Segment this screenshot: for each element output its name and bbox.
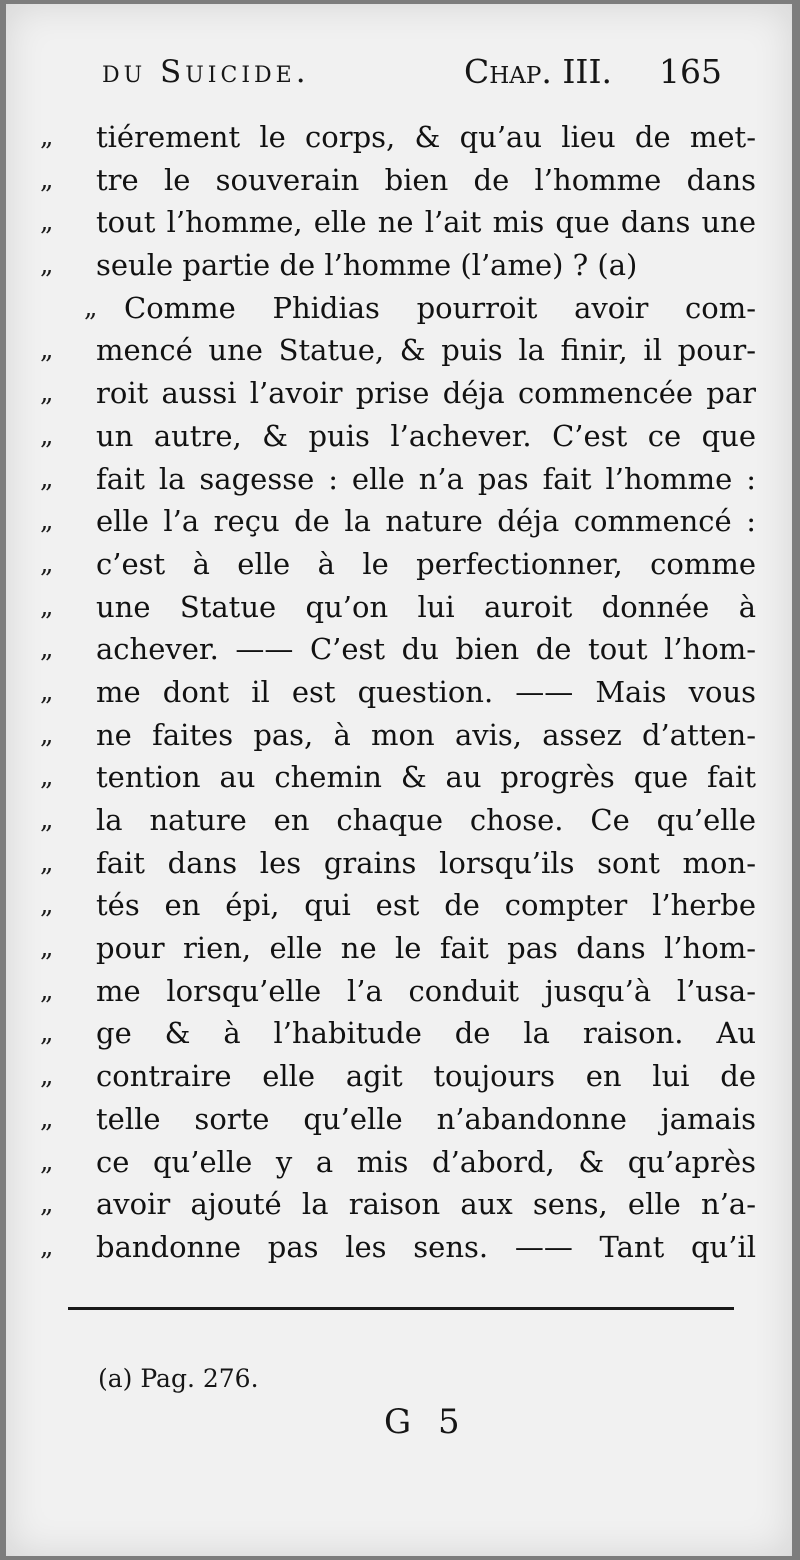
- text-line: [40, 970, 756, 1013]
- line-text: c’est à elle à le perfectionner, comme: [96, 546, 756, 581]
- text-line: [40, 756, 756, 799]
- line-text: tre le souverain bien de l’homme dans: [96, 162, 756, 197]
- text-line: [40, 1183, 756, 1226]
- quote-mark: „: [40, 1189, 54, 1220]
- quote-mark: „: [40, 506, 54, 537]
- text-line: [40, 671, 756, 714]
- text-line: [40, 1055, 756, 1098]
- line-text: ce qu’elle y a mis d’abord, & qu’après: [96, 1144, 756, 1179]
- running-head: [102, 48, 722, 104]
- page-number: 165: [659, 52, 722, 91]
- quote-mark: „: [40, 335, 54, 366]
- quote-mark: „: [40, 250, 54, 281]
- line-text: roit aussi l’avoir prise déja commencée par: [96, 376, 756, 411]
- line-text: tiérement le corps, & qu’au lieu de met-: [96, 120, 756, 154]
- line-text: ne faites pas, à mon avis, assez d’atten-: [96, 717, 756, 752]
- quote-mark: „: [40, 591, 54, 622]
- quote-mark: „: [84, 292, 98, 323]
- quote-mark: „: [40, 378, 54, 409]
- quote-mark: „: [40, 847, 54, 878]
- text-line: [40, 329, 756, 372]
- line-text: tention au chemin & au progrès que fait: [96, 760, 756, 795]
- quote-mark: „: [40, 762, 54, 793]
- quote-mark: „: [40, 975, 54, 1006]
- line-text: ge & à l’habitude de la raison. Au: [96, 1016, 756, 1051]
- line-text: bandonne pas les sens. —— Tant qu’il: [96, 1229, 756, 1264]
- quote-mark: „: [40, 164, 54, 195]
- text-line: [40, 159, 756, 202]
- text-line: [40, 884, 756, 927]
- line-text: seule partie de l’homme (l’ame) ? (a): [96, 248, 638, 283]
- body-text: [40, 116, 756, 1269]
- quote-mark: „: [40, 1061, 54, 1092]
- book-page: [6, 4, 792, 1556]
- line-text: me lorsqu’elle l’a conduit jusqu’à l’usa-: [96, 973, 756, 1008]
- quote-mark: „: [40, 1231, 54, 1262]
- line-text: achever. —— C’est du bien de tout l’hom-: [96, 632, 756, 667]
- line-text: fait dans les grains lorsqu’ils sont mon-: [96, 845, 756, 880]
- text-line: [40, 458, 756, 501]
- quote-mark: „: [40, 463, 54, 494]
- line-text: la nature en chaque chose. Ce qu’elle: [96, 803, 756, 837]
- text-line: [40, 500, 756, 543]
- quote-mark: „: [40, 548, 54, 579]
- running-head-title: du Suicide.: [102, 54, 310, 90]
- text-line: [40, 842, 756, 885]
- running-head-chapter: Chap. III.: [464, 52, 612, 91]
- text-line: [40, 714, 756, 757]
- quote-mark: „: [40, 1103, 54, 1134]
- line-text: Comme Phidias pourroit avoir com-: [124, 290, 756, 325]
- line-text: mencé une Statue, & puis la finir, il pour-: [96, 333, 756, 368]
- quote-mark: „: [40, 719, 54, 750]
- quote-mark: „: [40, 1018, 54, 1049]
- text-line: [40, 586, 756, 629]
- footnote-rule: [68, 1307, 734, 1310]
- quote-mark: „: [40, 1146, 54, 1177]
- line-text: un autre, & puis l’achever. C’est ce que: [96, 418, 756, 453]
- text-line: [40, 1141, 756, 1184]
- signature-mark: G 5: [384, 1402, 468, 1442]
- line-text: telle sorte qu’elle n’abandonne jamais: [96, 1101, 756, 1136]
- text-line: [40, 628, 756, 671]
- line-text: une Statue qu’on lui auroit donnée à: [96, 589, 756, 624]
- quote-mark: „: [40, 805, 54, 835]
- quote-mark: „: [40, 890, 54, 921]
- quote-mark: „: [40, 933, 54, 964]
- line-text: contraire elle agit toujours en lui de: [96, 1059, 756, 1094]
- quote-mark: „: [40, 634, 54, 665]
- quote-mark: „: [40, 122, 54, 152]
- line-text: fait la sagesse : elle n’a pas fait l’homme :: [96, 461, 756, 496]
- quote-mark: „: [40, 420, 54, 451]
- text-line: [40, 1098, 756, 1141]
- line-text: tout l’homme, elle ne l’ait mis que dans une: [96, 205, 756, 240]
- line-text: tés en épi, qui est de compter l’herbe: [96, 888, 756, 923]
- quote-mark: „: [40, 207, 54, 238]
- text-line: [40, 1012, 756, 1055]
- text-line: [40, 201, 756, 244]
- footnote: (a) Pag. 276.: [98, 1364, 259, 1393]
- text-line: [40, 116, 756, 159]
- line-text: me dont il est question. —— Mais vous: [96, 674, 756, 709]
- line-text: avoir ajouté la raison aux sens, elle n’a-: [96, 1187, 756, 1222]
- text-line: [40, 287, 756, 330]
- quote-mark: „: [40, 676, 54, 707]
- text-line: [40, 927, 756, 970]
- text-line: [40, 372, 756, 415]
- line-text: pour rien, elle ne le fait pas dans l’hom-: [96, 931, 756, 966]
- line-text: elle l’a reçu de la nature déja commencé :: [96, 504, 756, 539]
- text-line: [40, 543, 756, 586]
- text-line: [40, 244, 750, 287]
- text-line: [40, 1226, 756, 1269]
- text-line: [40, 799, 756, 842]
- text-line: [40, 415, 756, 458]
